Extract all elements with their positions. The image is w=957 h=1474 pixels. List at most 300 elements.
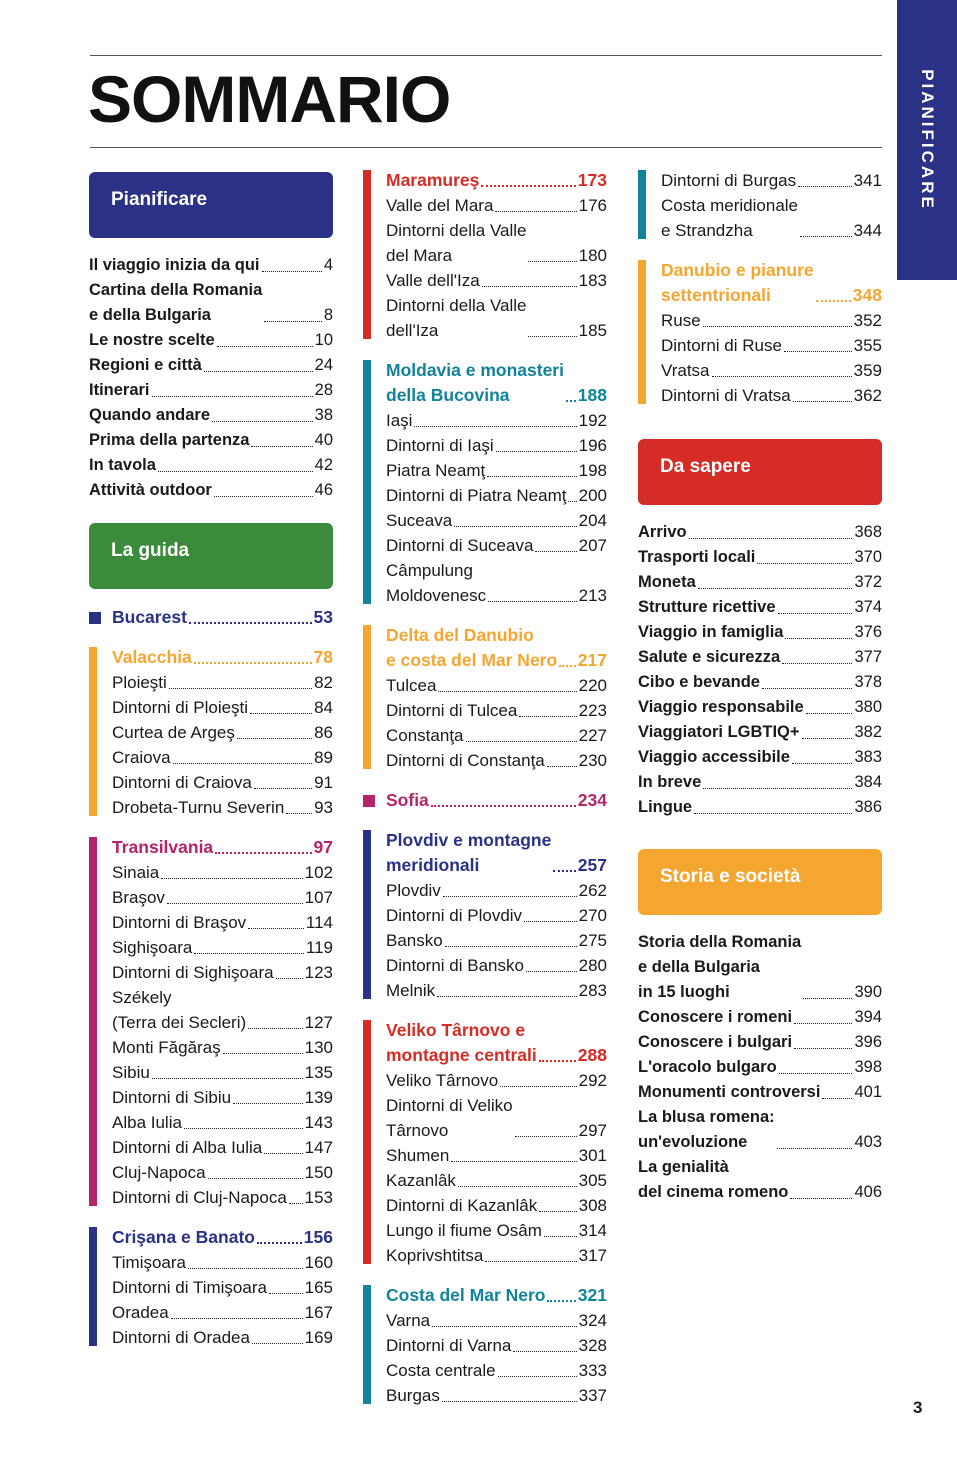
toc-entry[interactable]	[386, 978, 607, 1003]
entry-title: Moneta	[638, 573, 696, 591]
entry-page: 227	[578, 726, 607, 745]
entry-page: 359	[853, 361, 882, 380]
toc-entry[interactable]	[112, 1250, 333, 1275]
toc-entry[interactable]	[638, 620, 882, 645]
leader-dots	[184, 1128, 303, 1129]
toc-entry[interactable]	[386, 293, 607, 343]
section-heading[interactable]	[661, 258, 882, 308]
section-color-bar	[363, 830, 371, 999]
toc-entry[interactable]	[112, 1135, 333, 1160]
leader-dots	[785, 638, 852, 639]
entry-page: 370	[854, 548, 882, 566]
section-color-bar	[89, 837, 97, 1206]
leader-dots	[782, 663, 852, 664]
section-entries	[386, 878, 607, 1003]
entry-page: 123	[304, 963, 333, 982]
sapere-header	[638, 439, 882, 505]
entry-page: 308	[578, 1196, 607, 1215]
leader-dots	[458, 1186, 577, 1187]
toc-entry[interactable]	[112, 935, 333, 960]
toc-entry[interactable]	[112, 860, 333, 885]
entry-title: Viaggio responsabile	[638, 698, 804, 716]
toc-entry[interactable]	[638, 745, 882, 770]
toc-entry[interactable]	[661, 168, 882, 193]
entry-title: Arrivo	[638, 523, 687, 541]
entry-page: 180	[578, 246, 607, 265]
leader-dots	[158, 471, 313, 472]
section-entries	[386, 1308, 607, 1408]
entry-page: 355	[853, 336, 882, 355]
leader-dots	[466, 741, 577, 742]
leader-dots	[250, 713, 312, 714]
entry-title: Dintorni di Cluj-Napoca	[112, 1188, 287, 1207]
leader-dots	[689, 538, 853, 539]
entry-page: 40	[314, 431, 333, 449]
entry-title: Dintorni di Craiova	[112, 773, 252, 792]
toc-entry[interactable]	[386, 483, 607, 508]
section-moldavia	[363, 358, 607, 608]
entry-title: Dintorni di Tulcea	[386, 701, 518, 720]
section-heading[interactable]	[112, 835, 333, 860]
section-heading[interactable]	[386, 788, 607, 813]
entry-page: 378	[854, 673, 882, 691]
section-veliko	[363, 1018, 607, 1268]
toc-entry[interactable]	[112, 670, 333, 695]
pianificare-header	[89, 172, 333, 238]
entry-page: 213	[578, 586, 607, 605]
leader-dots	[500, 1086, 576, 1087]
toc-entry[interactable]	[386, 558, 607, 608]
entry-title: Piatra Neamţ	[386, 461, 486, 480]
toc-entry[interactable]	[386, 218, 607, 268]
section-color-bar	[363, 1020, 371, 1264]
section-entries	[112, 1250, 333, 1350]
leader-dots	[451, 1161, 576, 1162]
leader-dots	[454, 526, 576, 527]
toc-entry[interactable]	[89, 253, 333, 278]
toc-entry[interactable]	[638, 1080, 882, 1105]
entry-title: Câmpulung Moldovenesc	[386, 561, 487, 605]
entry-title: Timişoara	[112, 1253, 186, 1272]
toc-entry[interactable]	[386, 1093, 607, 1143]
section-heading[interactable]	[112, 605, 333, 630]
leader-dots	[264, 321, 322, 322]
entry-title: Itinerari	[89, 381, 150, 399]
section-color-bar	[363, 360, 371, 604]
toc-entry[interactable]	[112, 1160, 333, 1185]
toc-entry[interactable]	[638, 595, 882, 620]
leader-dots	[793, 401, 852, 402]
entry-title: Plovdiv	[386, 881, 441, 900]
entry-page: 383	[854, 748, 882, 766]
entry-page: 377	[854, 648, 882, 666]
leader-dots	[487, 476, 576, 477]
leader-dots	[482, 286, 577, 287]
section-title: Maramureş	[386, 170, 480, 190]
leader-dots	[289, 1203, 303, 1204]
entry-title: Dintorni di Ploieşti	[112, 698, 249, 717]
entry-page: 165	[304, 1278, 333, 1297]
entry-page: 167	[304, 1303, 333, 1322]
leader-dots	[806, 713, 853, 714]
toc-entry[interactable]	[89, 353, 333, 378]
entry-page: 8	[323, 306, 333, 324]
toc-entry[interactable]	[386, 1333, 607, 1358]
entry-title: Cartina della Romania e della Bulgaria	[89, 281, 263, 324]
section-heading[interactable]	[386, 623, 607, 673]
section-page: 348	[852, 285, 882, 305]
leader-dots	[161, 878, 302, 879]
section-title: Moldavia e monasteri della Bucovina	[386, 360, 564, 405]
toc-entry[interactable]	[386, 748, 607, 773]
toc-entry[interactable]	[386, 903, 607, 928]
leader-dots	[712, 376, 852, 377]
toc-entry[interactable]	[112, 1060, 333, 1085]
section-title: Bucarest	[112, 607, 187, 627]
section-color-bar	[363, 170, 371, 339]
section-page: 173	[577, 170, 607, 190]
entry-page: 91	[314, 773, 333, 792]
leader-dots	[539, 1211, 576, 1212]
toc-entry[interactable]	[112, 985, 333, 1035]
leader-dots	[438, 691, 576, 692]
entry-page: 368	[854, 523, 882, 541]
toc-entry[interactable]	[638, 520, 882, 545]
toc-entry[interactable]	[386, 508, 607, 533]
sapere-list	[638, 520, 882, 820]
entry-title: Viaggio in famiglia	[638, 623, 784, 641]
toc-entry[interactable]	[89, 453, 333, 478]
entry-page: 38	[314, 406, 333, 424]
entry-page: 280	[578, 956, 607, 975]
toc-entry[interactable]	[89, 478, 333, 503]
leader-dots	[248, 1028, 302, 1029]
entry-title: Valle dell'Iza	[386, 271, 480, 290]
leader-dots	[217, 346, 313, 347]
toc-entry[interactable]	[386, 268, 607, 293]
section-entries	[386, 408, 607, 608]
entry-title: Monti Făgăraş	[112, 1038, 221, 1057]
leader-dots	[794, 1048, 852, 1049]
toc-entry[interactable]	[112, 910, 333, 935]
entry-title: Drobeta-Turnu Severin	[112, 798, 285, 817]
entry-page: 169	[304, 1328, 333, 1347]
entry-title: Veliko Târnovo	[386, 1071, 499, 1090]
sapere-label: Da sapere	[660, 456, 751, 477]
leader-dots	[488, 601, 576, 602]
leader-dots	[698, 588, 853, 589]
entry-page: 396	[854, 1033, 882, 1051]
leader-dots	[169, 688, 312, 689]
section-heading[interactable]	[386, 168, 607, 193]
entry-title: Dintorni di Piatra Neamţ	[386, 486, 567, 505]
toc-entry[interactable]	[386, 673, 607, 698]
toc-entry[interactable]	[112, 770, 333, 795]
toc-entry[interactable]	[386, 1308, 607, 1333]
toc-entry[interactable]	[112, 1300, 333, 1325]
entry-page: 4	[323, 256, 333, 274]
section-title: Valacchia	[112, 647, 192, 667]
toc-entry[interactable]	[638, 1105, 882, 1155]
column-1	[89, 172, 333, 1350]
entry-page: 380	[854, 698, 882, 716]
toc-entry[interactable]	[89, 278, 333, 328]
entry-title: Dintorni di Vratsa	[661, 386, 791, 405]
leader-dots	[526, 971, 577, 972]
entry-page: 139	[304, 1088, 333, 1107]
entry-title: Dintorni della Valle dell'Iza	[386, 296, 527, 340]
leader-dots	[432, 1326, 577, 1327]
section-transilvania	[89, 835, 333, 1210]
entry-page: 262	[578, 881, 607, 900]
toc-entry[interactable]	[386, 458, 607, 483]
toc-entry[interactable]	[638, 1005, 882, 1030]
toc-entry[interactable]	[386, 928, 607, 953]
toc-entry[interactable]	[89, 403, 333, 428]
side-tab	[897, 0, 957, 280]
entry-page: 86	[314, 723, 333, 742]
entry-title: Dintorni di Constanţa	[386, 751, 545, 770]
toc-entry[interactable]	[386, 533, 607, 558]
guida-header	[89, 523, 333, 589]
leader-dots	[515, 1136, 577, 1137]
entry-page: 384	[854, 773, 882, 791]
leader-dots	[757, 563, 852, 564]
entry-page: 160	[304, 1253, 333, 1272]
section-title: Plovdiv e montagne meridionali	[386, 830, 552, 875]
entry-page: 270	[578, 906, 607, 925]
toc-entry[interactable]	[112, 1035, 333, 1060]
toc-entry[interactable]	[89, 328, 333, 353]
entry-page: 394	[854, 1008, 882, 1026]
entry-title: Shumen	[386, 1146, 450, 1165]
section-entries	[386, 1068, 607, 1268]
toc-entry[interactable]	[386, 1193, 607, 1218]
entry-title: In breve	[638, 773, 702, 791]
section-title: Transilvania	[112, 837, 214, 857]
leader-dots	[802, 738, 853, 739]
leader-dots	[212, 421, 313, 422]
entry-page: 82	[314, 673, 333, 692]
entry-title: Curtea de Argeş	[112, 723, 235, 742]
entry-title: In tavola	[89, 456, 156, 474]
section-page: 97	[313, 837, 333, 857]
toc-entry[interactable]	[638, 770, 882, 795]
entry-title: Dintorni di Bansko	[386, 956, 524, 975]
toc-entry[interactable]	[386, 1168, 607, 1193]
entry-page: 102	[304, 863, 333, 882]
entry-page: 406	[854, 1183, 882, 1201]
toc-entry[interactable]	[638, 570, 882, 595]
section-title: Costa del Mar Nero	[386, 1285, 546, 1305]
entry-title: Le nostre scelte	[89, 331, 215, 349]
entry-title: Sibiu	[112, 1063, 150, 1082]
entry-title: Conoscere i romeni	[638, 1008, 793, 1026]
entry-page: 362	[853, 386, 882, 405]
entry-page: 301	[578, 1146, 607, 1165]
toc-entry[interactable]	[89, 378, 333, 403]
section-danubio	[638, 258, 882, 408]
leader-dots	[568, 501, 576, 502]
pianificare-label: Pianificare	[111, 189, 208, 210]
toc-entry[interactable]	[386, 1143, 607, 1168]
section-page: 288	[577, 1045, 607, 1065]
entry-page: 324	[578, 1311, 607, 1330]
leader-dots	[171, 1318, 303, 1319]
entry-title: Alba Iulia	[112, 1113, 182, 1132]
toc-entry[interactable]	[661, 308, 882, 333]
leader-dots	[822, 1098, 852, 1099]
toc-entry[interactable]	[112, 1085, 333, 1110]
toc-entry[interactable]	[638, 720, 882, 745]
toc-entry[interactable]	[661, 333, 882, 358]
entry-title: Ploieşti	[112, 673, 167, 692]
entry-page: 114	[305, 913, 333, 932]
entry-title: Sinaia	[112, 863, 160, 882]
entry-page: 398	[854, 1058, 882, 1076]
entry-page: 107	[304, 888, 333, 907]
leader-dots	[251, 446, 312, 447]
toc-entry[interactable]	[386, 698, 607, 723]
section-heading[interactable]	[386, 828, 607, 878]
section-heading[interactable]	[112, 645, 333, 670]
leader-dots	[784, 351, 852, 352]
leader-dots	[777, 1148, 853, 1149]
section-marker	[89, 612, 101, 624]
title-rule	[90, 147, 882, 148]
toc-entry[interactable]	[112, 1325, 333, 1350]
leader-dots	[703, 326, 852, 327]
toc-entry[interactable]	[638, 670, 882, 695]
section-page: 188	[577, 385, 607, 405]
leader-dots	[237, 738, 312, 739]
entry-title: Quando andare	[89, 406, 211, 424]
toc-entry[interactable]	[386, 1218, 607, 1243]
section-entries	[661, 168, 882, 243]
section-sofia[interactable]	[363, 788, 607, 813]
entry-page: 207	[578, 536, 607, 555]
toc-entry[interactable]	[661, 358, 882, 383]
entry-title: Lingue	[638, 798, 693, 816]
entry-page: 341	[853, 171, 882, 190]
toc-entry[interactable]	[386, 1068, 607, 1093]
leader-dots	[803, 998, 852, 999]
section-heading[interactable]	[386, 358, 607, 408]
toc-entry[interactable]	[386, 1383, 607, 1408]
entry-page: 147	[304, 1138, 333, 1157]
leader-dots	[167, 903, 303, 904]
toc-entry[interactable]	[386, 878, 607, 903]
section-color-bar	[638, 170, 646, 239]
leader-dots	[778, 613, 853, 614]
section-heading[interactable]	[112, 1225, 333, 1250]
toc-entry[interactable]	[112, 960, 333, 985]
toc-entry[interactable]	[638, 645, 882, 670]
leader-dots	[223, 1053, 303, 1054]
toc-entry[interactable]	[112, 1275, 333, 1300]
section-bucarest[interactable]	[89, 605, 333, 630]
entry-title: Salute e sicurezza	[638, 648, 781, 666]
section-title: Sofia	[386, 790, 429, 810]
section-maramures	[363, 168, 607, 343]
leader-dots	[276, 978, 303, 979]
toc-entry[interactable]	[386, 193, 607, 218]
entry-title: Dintorni di Varna	[386, 1336, 512, 1355]
toc-entry[interactable]	[386, 433, 607, 458]
leader-dots	[528, 336, 576, 337]
toc-entry[interactable]	[638, 1055, 882, 1080]
leader-dots	[790, 1198, 852, 1199]
leader-dots	[445, 946, 577, 947]
toc-entry[interactable]	[661, 193, 882, 243]
entry-title: Dintorni di Iaşi	[386, 436, 494, 455]
page-number: 3	[913, 1398, 923, 1417]
leader-dots	[233, 1103, 303, 1104]
toc-entry[interactable]	[89, 428, 333, 453]
entry-title: Ruse	[661, 311, 701, 330]
toc-entry[interactable]	[638, 695, 882, 720]
section-delta	[363, 623, 607, 773]
entry-title: Craiova	[112, 748, 171, 767]
entry-page: 150	[304, 1163, 333, 1182]
leader-dots	[519, 716, 576, 717]
toc-entry[interactable]	[386, 723, 607, 748]
section-heading[interactable]	[386, 1018, 607, 1068]
toc-entry[interactable]	[386, 408, 607, 433]
toc-entry[interactable]	[638, 1030, 882, 1055]
leader-dots	[528, 261, 576, 262]
toc-entry[interactable]	[112, 720, 333, 745]
toc-entry[interactable]	[386, 953, 607, 978]
entry-title: Dintorni di Alba Iulia	[112, 1138, 263, 1157]
entry-title: Oradea	[112, 1303, 169, 1322]
leader-dots	[204, 371, 313, 372]
toc-entry[interactable]	[661, 383, 882, 408]
entry-title: Dintorni di Sibiu	[112, 1088, 232, 1107]
toc-entry[interactable]	[638, 795, 882, 820]
toc-entry[interactable]	[638, 1155, 882, 1205]
leader-dots	[794, 1023, 852, 1024]
toc-entry[interactable]	[638, 930, 882, 1005]
entry-title: Lungo il fiume Osâm	[386, 1221, 542, 1240]
entry-title: Viaggio accessibile	[638, 748, 790, 766]
toc-entry[interactable]	[112, 695, 333, 720]
toc-entry[interactable]	[112, 745, 333, 770]
entry-page: 127	[304, 1013, 333, 1032]
section-heading[interactable]	[386, 1283, 607, 1308]
toc-entry[interactable]	[112, 885, 333, 910]
toc-entry[interactable]	[638, 545, 882, 570]
entry-title: Braşov	[112, 888, 165, 907]
toc-entry[interactable]	[112, 795, 333, 820]
toc-entry[interactable]	[112, 1185, 333, 1210]
storia-list	[638, 930, 882, 1205]
leader-dots	[173, 763, 312, 764]
leader-dots	[779, 1073, 853, 1074]
toc-entry[interactable]	[112, 1110, 333, 1135]
toc-entry[interactable]	[386, 1358, 607, 1383]
entry-page: 382	[854, 723, 882, 741]
entry-page: 10	[314, 331, 333, 349]
entry-page: 200	[578, 486, 607, 505]
leader-dots	[535, 551, 576, 552]
toc-entry[interactable]	[386, 1243, 607, 1268]
section-entries	[386, 673, 607, 773]
entry-title: La blusa romena: un'evoluzione	[638, 1108, 775, 1151]
section-title: Danubio e pianure settentrionali	[661, 260, 814, 305]
entry-page: 317	[578, 1246, 607, 1265]
leader-dots	[792, 763, 853, 764]
